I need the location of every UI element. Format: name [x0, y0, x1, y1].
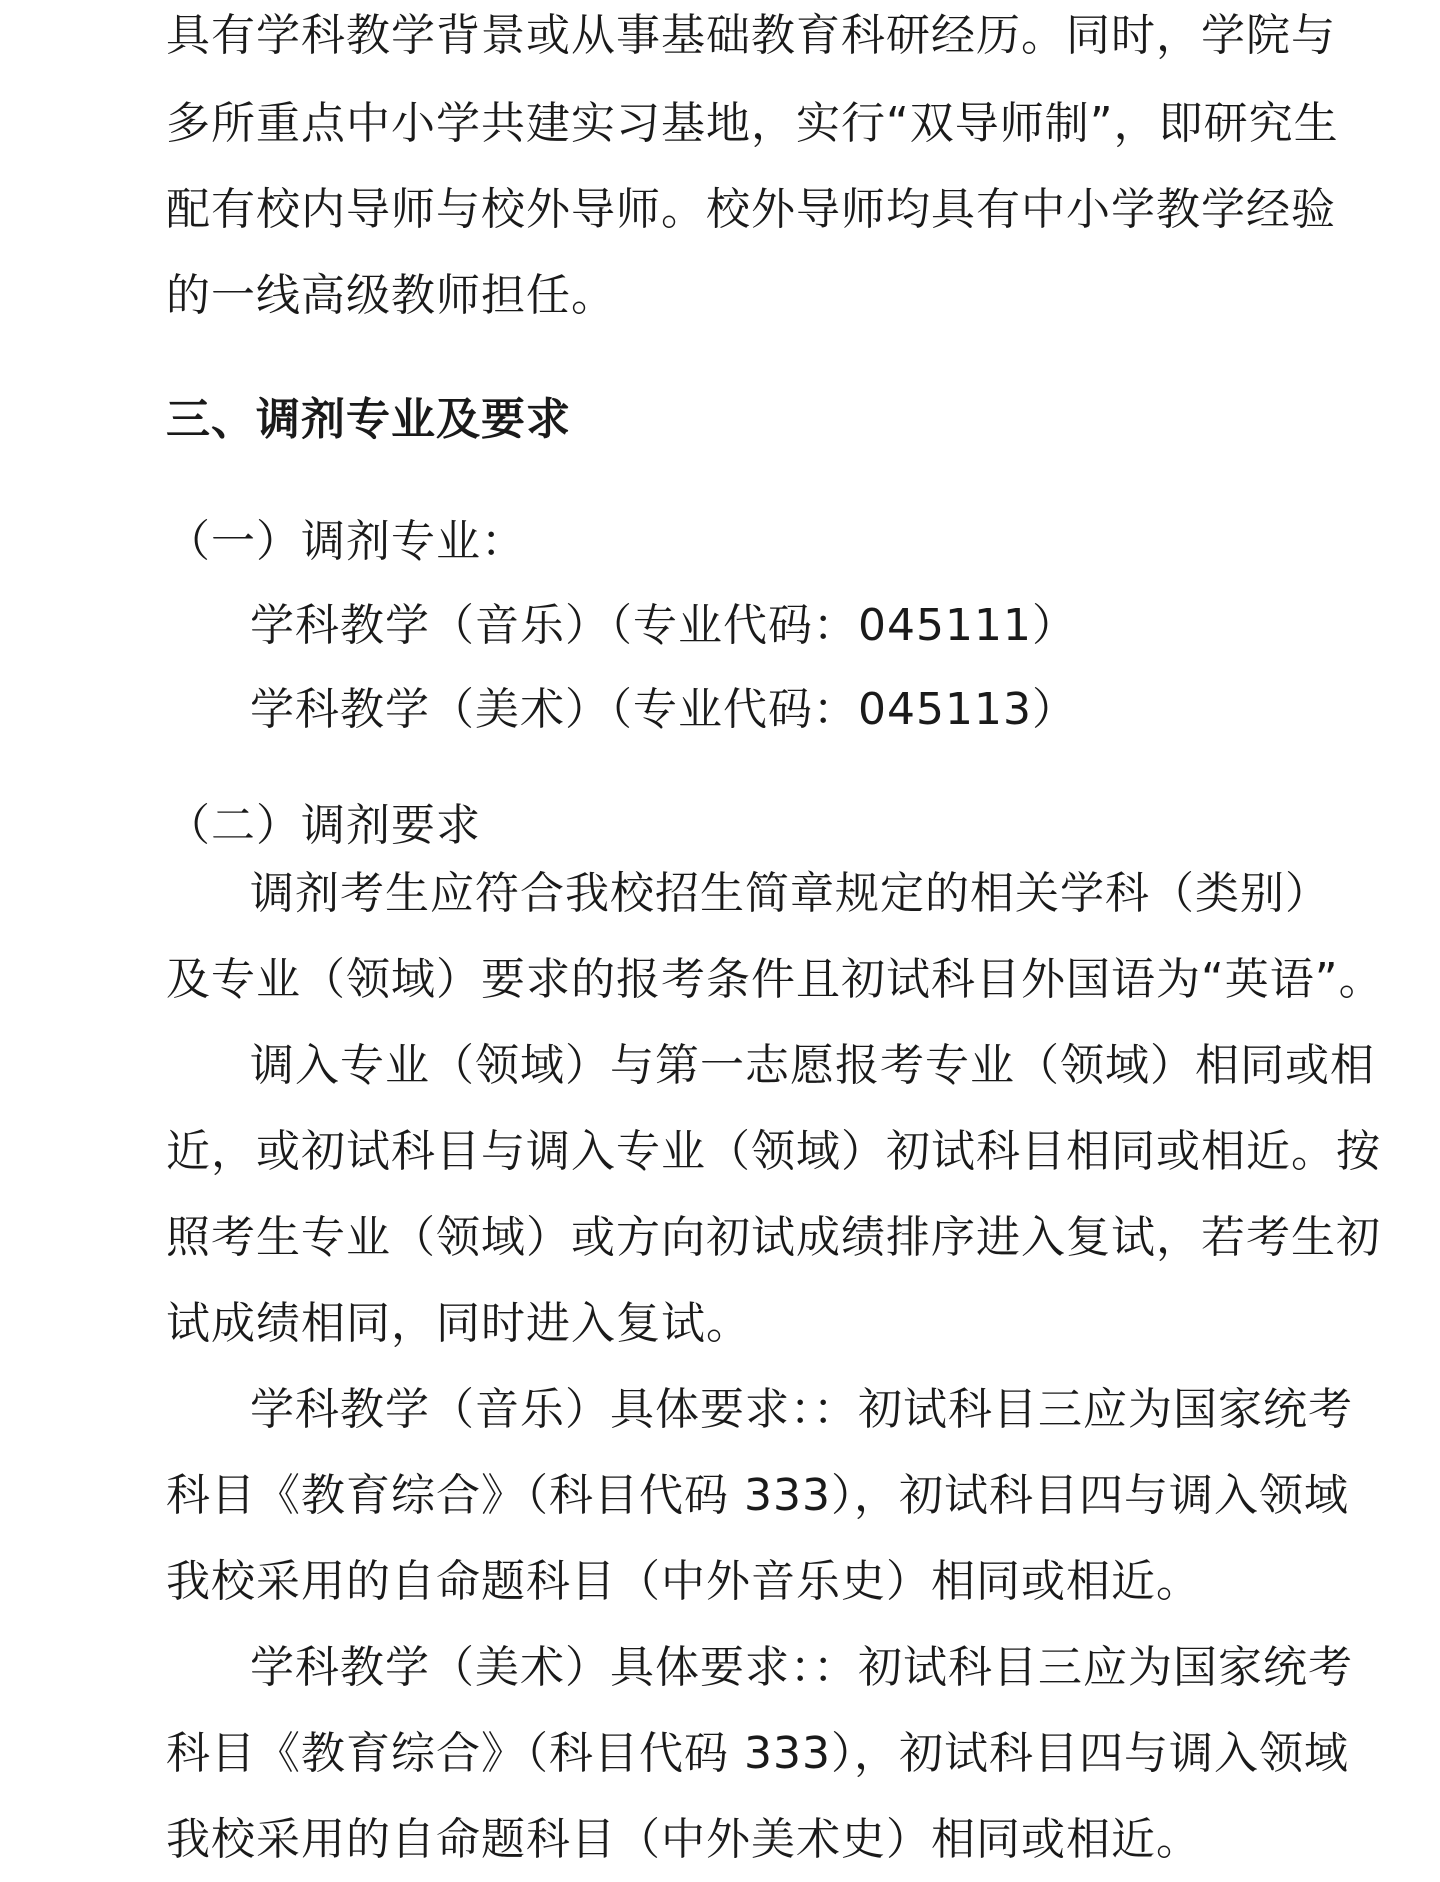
major-item-art: 学科教学（美术）（专业代码：045113） [250, 684, 1077, 735]
intro-line-3: 配有校内导师与校外导师。校外导师均具有中小学教学经验 [166, 184, 1336, 235]
requirement-para1-line1: 调剂考生应符合我校招生简章规定的相关学科（类别） [250, 868, 1330, 919]
requirement-art-line3: 我校采用的自命题科目（中外美术史）相同或相近。 [166, 1814, 1201, 1865]
requirement-para1-line2: 及专业（领域）要求的报考条件且初试科目外国语为“英语”。 [166, 954, 1384, 1005]
requirement-para2-line1: 调入专业（领域）与第一志愿报考专业（领域）相同或相 [250, 1040, 1375, 1091]
requirement-music-line3: 我校采用的自命题科目（中外音乐史）相同或相近。 [166, 1556, 1201, 1607]
intro-line-4: 的一线高级教师担任。 [166, 270, 616, 321]
subsection-two-heading: （二）调剂要求 [166, 800, 481, 851]
section-heading: 三、调剂专业及要求 [166, 394, 571, 445]
requirement-para2-line3: 照考生专业（领域）或方向初试成绩排序进入复试，若考生初 [166, 1212, 1381, 1263]
requirement-music-line2: 科目《教育综合》（科目代码 333），初试科目四与调入领域 [166, 1470, 1349, 1521]
requirement-art-line1: 学科教学（美术）具体要求：：初试科目三应为国家统考 [250, 1642, 1353, 1693]
requirement-para2-line4: 试成绩相同，同时进入复试。 [166, 1298, 751, 1349]
intro-line-1: 具有学科教学背景或从事基础教育科研经历。同时，学院与 [166, 10, 1336, 61]
intro-line-2: 多所重点中小学共建实习基地，实行“双导师制”，即研究生 [166, 98, 1339, 149]
requirement-para2-line2: 近，或初试科目与调入专业（领域）初试科目相同或相近。按 [166, 1126, 1381, 1177]
major-item-music: 学科教学（音乐）（专业代码：045111） [250, 600, 1077, 651]
requirement-music-line1: 学科教学（音乐）具体要求：：初试科目三应为国家统考 [250, 1384, 1353, 1435]
requirement-art-line2: 科目《教育综合》（科目代码 333），初试科目四与调入领域 [166, 1728, 1349, 1779]
subsection-one-heading: （一）调剂专业： [166, 516, 526, 567]
